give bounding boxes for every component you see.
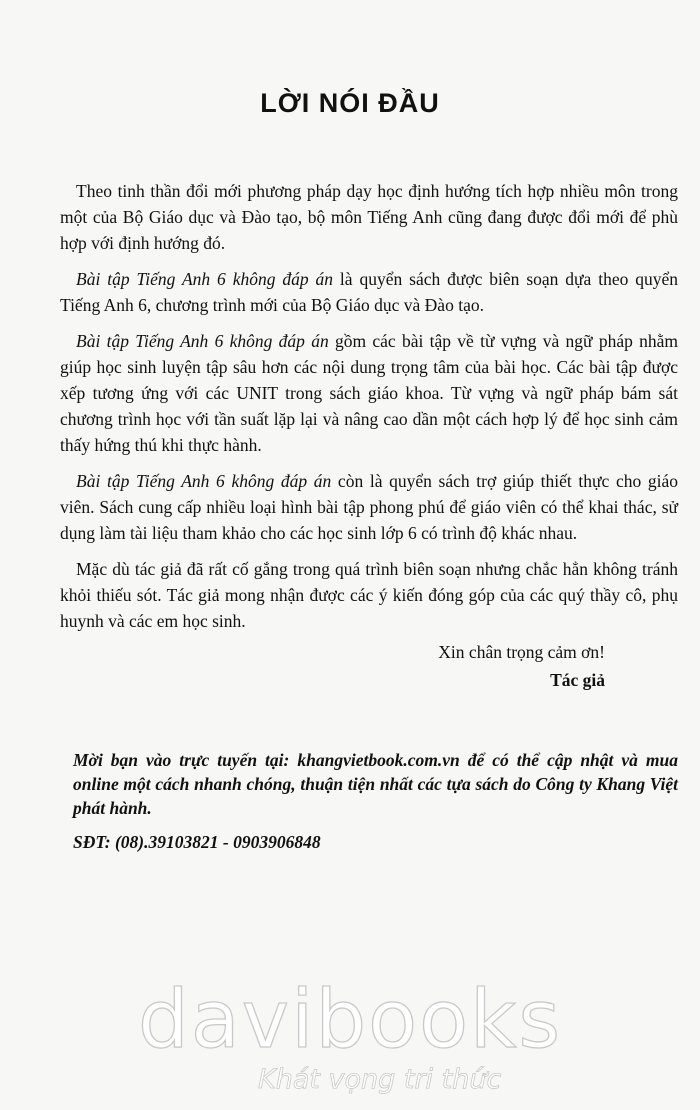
book-title-ref: Bài tập Tiếng Anh 6 không đáp án xyxy=(76,331,329,351)
watermark-brand: davibooks xyxy=(137,973,563,1066)
promo-phone: SĐT: (08).39103821 - 0903906848 xyxy=(73,832,321,852)
closing-thanks: Xin chân trọng cảm ơn! xyxy=(438,642,605,662)
promo-text: Mời bạn vào trực tuyến tại: khangvietbook.com.vn để có thể cập nhật và mua online một cách nhanh chóng, thuận tiện nhất các tựa sách do Công ty Khang Việt phát hành. xyxy=(73,750,678,818)
closing-author: Tác giả xyxy=(550,670,605,690)
paragraph-text: gồm các bài tập về từ vựng và ngữ pháp nhằm giúp học sinh luyện tập sâu hơn các nội dung trọng tâm của bài học. Các bài tập được xếp tương ứng với các UNIT trong sách giáo khoa. Từ vựng và ngữ pháp bám sát chương trình học với tần suất lặp lại và nâng cao dần một cách hợp lý để học sinh cảm thấy hứng thú khi thực hành. xyxy=(60,331,679,455)
page-title: LỜI NÓI ĐẦU xyxy=(260,88,440,118)
publisher-promo xyxy=(73,748,678,820)
preface-paragraph-4 xyxy=(60,468,678,546)
closing-block xyxy=(380,638,605,694)
paragraph-text: Mặc dù tác giả đã rất cố gắng trong quá trình biên soạn nhưng chắc hẳn không tránh khỏi thiếu sót. Tác giả mong nhận được các ý kiến đóng góp của các quý thầy cô, phụ huynh và các em học sinh. xyxy=(60,559,678,631)
watermark-tagline: Khát vọng tri thức xyxy=(258,1064,502,1095)
book-title-ref: Bài tập Tiếng Anh 6 không đáp án xyxy=(76,471,332,491)
book-title-ref: Bài tập Tiếng Anh 6 không đáp án xyxy=(76,269,334,289)
preface-paragraph-2 xyxy=(60,266,678,318)
preface-paragraph-5 xyxy=(60,556,678,634)
paragraph-text: là quyển sách được biên soạn dựa theo quyển Tiếng Anh 6, chương trình mới của Bộ Giáo dục và Đào tạo. xyxy=(60,269,679,315)
preface-paragraph-3 xyxy=(60,328,678,458)
preface-paragraph-1 xyxy=(60,178,678,256)
paragraph-text: còn là quyển sách trợ giúp thiết thực cho giáo viên. Sách cung cấp nhiều loại hình bài tập phong phú để giáo viên có thể khai thác, sử dụng làm tài liệu tham khảo cho các học sinh lớp 6 có trình độ khác nhau. xyxy=(60,471,678,543)
paragraph-text: Theo tinh thần đổi mới phương pháp dạy học định hướng tích hợp nhiều môn trong một của Bộ Giáo dục và Đào tạo, bộ môn Tiếng Anh cũng đang được đổi mới để phù hợp với định hướng đó. xyxy=(60,181,678,253)
preface-body xyxy=(60,178,678,644)
